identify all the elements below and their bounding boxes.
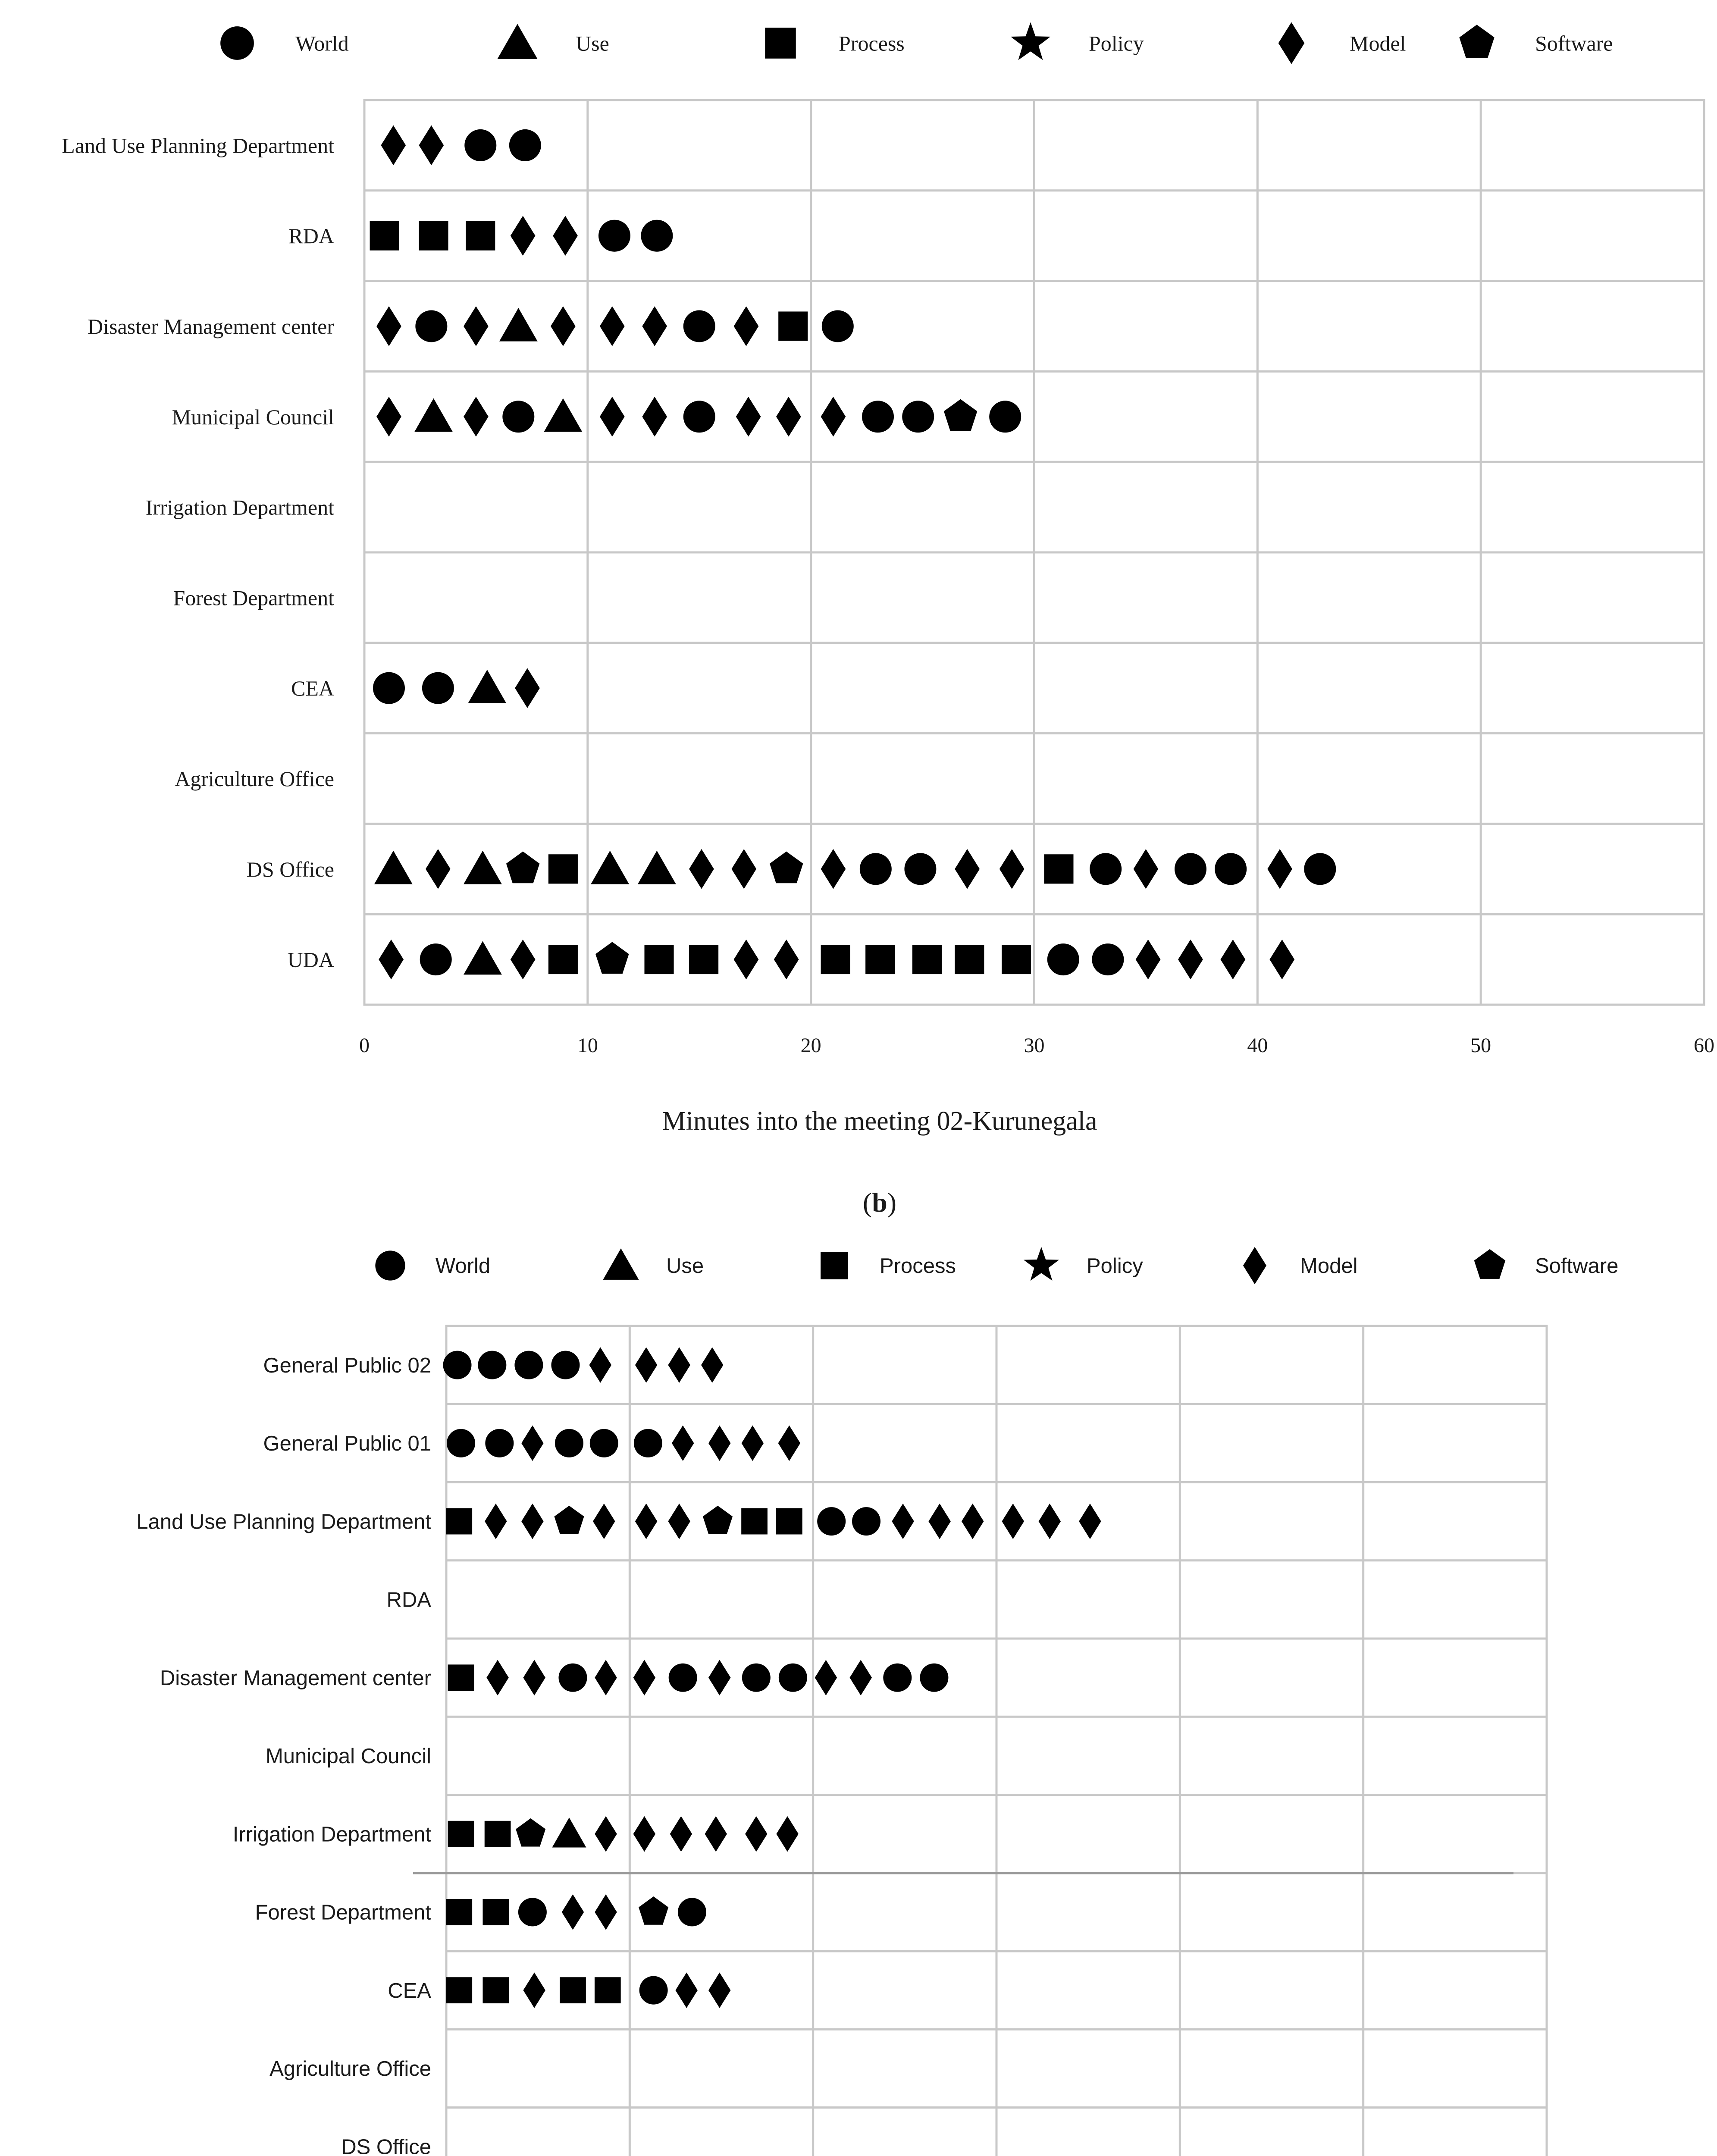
model-point	[523, 1660, 545, 1695]
model-point	[892, 1504, 914, 1539]
world-point	[485, 1429, 514, 1457]
model-point	[705, 1816, 727, 1852]
process-point	[595, 1977, 621, 2003]
process-point	[645, 945, 674, 974]
world-legend-icon	[220, 26, 254, 60]
model-point	[670, 1816, 692, 1852]
software-point	[770, 852, 803, 884]
model-point	[672, 1426, 694, 1461]
world-point	[373, 672, 405, 704]
world-legend-icon	[375, 1250, 405, 1280]
legend-label-model: Model	[1300, 1254, 1358, 1278]
model-point	[815, 1660, 837, 1695]
model-point	[1002, 1504, 1024, 1539]
process-point	[865, 945, 895, 974]
world-point	[862, 401, 894, 432]
row-label: Municipal Council	[172, 404, 334, 429]
model-point	[1178, 940, 1203, 980]
row-label: Agriculture Office	[175, 767, 334, 791]
row-label: Forest Department	[173, 586, 334, 610]
legend	[375, 1247, 1618, 1285]
world-point	[683, 401, 715, 432]
world-point	[904, 853, 936, 885]
software-legend-icon	[1474, 1249, 1505, 1279]
world-point	[1215, 853, 1247, 885]
panel-label-close: )	[887, 1187, 897, 1218]
model-point	[962, 1504, 984, 1539]
world-point	[1304, 853, 1336, 885]
panel-label-open: (	[862, 1187, 872, 1218]
use-point	[464, 851, 502, 884]
model-point	[595, 1660, 617, 1695]
world-point	[478, 1351, 506, 1379]
world-point	[598, 220, 630, 252]
model-point	[486, 1660, 508, 1695]
model-point	[642, 306, 667, 346]
use-point	[414, 398, 453, 432]
x-tick-label: 40	[1247, 1034, 1268, 1057]
row-label: CEA	[388, 1979, 431, 2002]
model-point	[999, 849, 1025, 889]
process-point	[419, 221, 448, 251]
model-point	[600, 397, 625, 437]
model-point	[595, 1894, 617, 1930]
legend-label-software: Software	[1535, 31, 1613, 56]
world-point	[558, 1664, 587, 1692]
world-point	[447, 1429, 475, 1457]
model-point	[511, 940, 536, 980]
use-point	[638, 851, 676, 884]
process-legend-icon	[765, 28, 796, 58]
x-tick-label: 60	[1694, 1034, 1714, 1057]
panel-label-letter: b	[872, 1187, 887, 1218]
model-point	[708, 1660, 730, 1695]
model-point	[821, 397, 846, 437]
process-point	[1002, 945, 1031, 974]
world-point	[852, 1507, 880, 1536]
world-point	[420, 943, 452, 975]
model-point	[668, 1504, 690, 1539]
process-point	[548, 854, 578, 884]
model-point	[708, 1426, 730, 1461]
model-point	[600, 306, 625, 346]
row-label: DS Office	[341, 2135, 431, 2156]
process-point	[741, 1508, 768, 1535]
use-point	[468, 670, 506, 703]
process-point	[485, 1821, 511, 1847]
world-point	[518, 1898, 547, 1926]
model-point	[1136, 940, 1161, 980]
world-point	[822, 310, 854, 342]
software-point	[506, 852, 539, 884]
world-point	[502, 401, 534, 432]
world-point	[555, 1429, 583, 1457]
use-point	[374, 851, 413, 884]
x-tick-label: 50	[1470, 1034, 1491, 1057]
row-label: DS Office	[246, 857, 334, 881]
model-point	[1079, 1504, 1101, 1539]
software-point	[554, 1506, 584, 1534]
data-points	[443, 1347, 1101, 2156]
process-point	[776, 1508, 802, 1535]
model-point	[1269, 940, 1294, 980]
row-label: UDA	[287, 947, 334, 972]
software-point	[944, 399, 977, 431]
model-point	[1039, 1504, 1061, 1539]
row-labels	[62, 133, 334, 971]
process-legend-icon	[821, 1252, 848, 1279]
row-label: Agriculture Office	[269, 2057, 431, 2081]
model-point	[668, 1347, 690, 1383]
model-point	[419, 125, 444, 166]
process-point	[370, 221, 399, 251]
row-label: RDA	[386, 1588, 431, 1612]
software-point	[516, 1818, 545, 1847]
model-point	[955, 849, 980, 889]
legend-label-world: World	[295, 31, 349, 56]
legend-label-process: Process	[839, 31, 905, 56]
model-point	[485, 1504, 507, 1539]
model-point	[821, 849, 846, 889]
model-point	[633, 1660, 655, 1695]
world-point	[683, 310, 715, 342]
legend-label-use: Use	[576, 31, 609, 56]
x-tick-labels	[359, 1034, 1714, 1057]
model-legend-icon	[1278, 22, 1305, 64]
model-point	[381, 125, 406, 166]
model-point	[464, 306, 489, 346]
process-point	[821, 945, 850, 974]
model-point	[776, 1816, 798, 1852]
model-point	[379, 940, 404, 980]
row-label: General Public 01	[263, 1432, 431, 1456]
x-tick-label: 10	[577, 1034, 598, 1057]
model-point	[464, 397, 489, 437]
model-point	[635, 1347, 657, 1383]
world-point	[514, 1351, 543, 1379]
row-label: Disaster Management center	[88, 314, 334, 338]
row-label: Forest Department	[255, 1901, 431, 1924]
world-point	[1175, 853, 1206, 885]
software-point	[639, 1896, 668, 1925]
process-point	[446, 1508, 472, 1535]
world-point	[860, 853, 892, 885]
use-point	[499, 308, 538, 342]
world-point	[509, 129, 541, 161]
model-point	[776, 397, 801, 437]
process-point	[483, 1899, 509, 1925]
world-point	[415, 310, 447, 342]
model-point	[734, 940, 759, 980]
model-point	[928, 1504, 950, 1539]
legend-label-world: World	[436, 1254, 491, 1278]
world-point	[639, 1976, 668, 2005]
row-label: Land Use Planning Department	[136, 1510, 431, 1534]
process-point	[446, 1977, 472, 2003]
process-point	[1044, 854, 1073, 884]
world-point	[641, 220, 673, 252]
model-point	[376, 306, 401, 346]
model-point	[708, 1972, 730, 2008]
x-axis-label: Minutes into the meeting 02-Kurunegala	[662, 1106, 1097, 1136]
model-point	[778, 1426, 800, 1461]
model-point	[511, 216, 536, 256]
model-point	[595, 1816, 617, 1852]
world-point	[902, 401, 934, 432]
panel-c	[136, 1247, 1618, 2156]
row-label: General Public 02	[263, 1354, 431, 1377]
use-point	[591, 851, 629, 884]
world-point	[742, 1664, 771, 1692]
legend-label-use: Use	[666, 1254, 704, 1278]
legend	[220, 22, 1613, 64]
use-point	[464, 941, 502, 975]
process-point	[448, 1821, 474, 1847]
model-point	[736, 397, 761, 437]
process-point	[483, 1977, 509, 2003]
model-point	[589, 1347, 611, 1383]
world-point	[920, 1664, 948, 1692]
row-label: Land Use Planning Department	[62, 133, 334, 158]
use-point	[552, 1818, 586, 1847]
row-labels	[136, 1354, 431, 2156]
legend-label-policy: Policy	[1087, 1254, 1143, 1278]
model-point	[593, 1504, 615, 1539]
world-point	[678, 1898, 706, 1926]
model-point	[731, 849, 756, 889]
legend-label-software: Software	[1535, 1254, 1619, 1278]
world-point	[1092, 943, 1124, 975]
model-point	[701, 1347, 723, 1383]
world-point	[634, 1429, 662, 1457]
use-legend-icon	[497, 24, 537, 59]
world-point	[464, 129, 496, 161]
policy-legend-icon	[1011, 22, 1050, 60]
model-point	[1134, 849, 1159, 889]
row-label: Irrigation Department	[145, 495, 334, 520]
world-point	[817, 1507, 846, 1536]
world-point	[779, 1664, 807, 1692]
panel-label	[863, 1187, 896, 1218]
model-point	[1221, 940, 1246, 980]
model-point	[551, 306, 576, 346]
model-point	[675, 1972, 697, 2008]
world-point	[422, 672, 454, 704]
model-point	[553, 216, 578, 256]
model-point	[850, 1660, 872, 1695]
use-legend-icon	[603, 1248, 639, 1280]
model-point	[515, 668, 540, 708]
legend-label-process: Process	[880, 1254, 956, 1278]
process-point	[560, 1977, 586, 2003]
row-label: Disaster Management center	[160, 1666, 431, 1690]
model-point	[689, 849, 714, 889]
process-point	[689, 945, 718, 974]
model-point	[734, 306, 759, 346]
process-point	[466, 221, 495, 251]
model-point	[523, 1972, 545, 2008]
policy-legend-icon	[1024, 1247, 1059, 1281]
world-point	[590, 1429, 618, 1457]
x-tick-label: 0	[359, 1034, 370, 1057]
model-point	[742, 1426, 764, 1461]
process-point	[548, 945, 578, 974]
process-point	[448, 1664, 474, 1691]
model-point	[376, 397, 401, 437]
use-point	[544, 398, 582, 432]
legend-label-policy: Policy	[1089, 31, 1144, 56]
model-point	[745, 1816, 767, 1852]
world-point	[1090, 853, 1122, 885]
world-point	[1047, 943, 1079, 975]
process-point	[778, 311, 808, 341]
software-point	[595, 942, 629, 974]
process-point	[446, 1899, 472, 1925]
model-legend-icon	[1243, 1247, 1266, 1285]
x-tick-label: 30	[1024, 1034, 1045, 1057]
model-point	[635, 1504, 657, 1539]
process-point	[912, 945, 942, 974]
row-label: Municipal Council	[265, 1745, 431, 1768]
row-label: Irrigation Department	[232, 1823, 431, 1846]
world-point	[883, 1664, 912, 1692]
x-tick-label: 20	[800, 1034, 821, 1057]
row-label: RDA	[288, 224, 334, 248]
process-point	[955, 945, 984, 974]
model-point	[562, 1894, 584, 1930]
world-point	[669, 1664, 697, 1692]
model-point	[521, 1426, 543, 1461]
model-point	[774, 940, 799, 980]
model-point	[521, 1504, 543, 1539]
world-point	[443, 1351, 472, 1379]
legend-label-model: Model	[1350, 31, 1406, 56]
model-point	[426, 849, 451, 889]
world-point	[989, 401, 1021, 432]
model-point	[1267, 849, 1292, 889]
panel-b	[62, 22, 1714, 1218]
software-point	[703, 1506, 733, 1534]
model-point	[633, 1816, 655, 1852]
model-point	[642, 397, 667, 437]
world-point	[551, 1351, 580, 1379]
row-label: CEA	[291, 676, 334, 701]
software-legend-icon	[1459, 25, 1494, 58]
